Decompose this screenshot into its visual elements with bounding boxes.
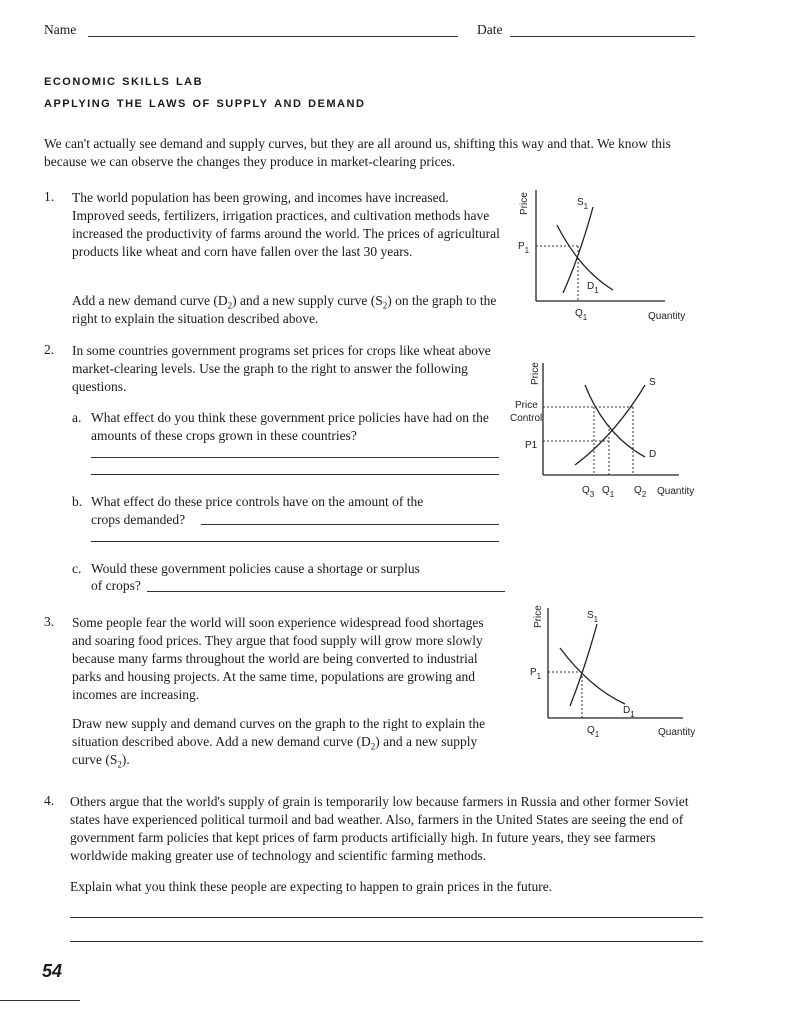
q2a-answer-line-2[interactable] — [91, 474, 499, 475]
graph3-p1-label: $P_1$ — [530, 667, 542, 681]
graph3-q1-label: $Q_1$ — [587, 725, 600, 739]
q3-number: 3. — [44, 614, 55, 629]
lab-subtitle: applying the laws of supply and demand — [44, 94, 366, 111]
q4-answer-line-2[interactable] — [70, 941, 703, 942]
q1-task: Add a new demand curve $(D_2)$ and a new supply curve $(S_2)$ on the graph to the right to explain the situation described above. — [72, 293, 497, 326]
date-field[interactable] — [510, 36, 695, 37]
q2c-text-2: of crops? — [91, 578, 141, 593]
q4-number: 4. — [44, 793, 55, 808]
q3-text: Some people fear the world will soon experience widespread food shortages and soaring food prices. They argue that food supply will grow more slowly because many farms throughout the world are being converted to industrial parks and housing projects. At the same time, populations are growing and incomes are increasing. — [72, 615, 484, 702]
q4-task: Explain what you think these people are expecting to happen to grain prices in the future. — [70, 879, 553, 894]
q2a-text: What effect do you think these government price policies have had on the amounts of these crops grown in these countries? — [91, 410, 489, 443]
q2b-text-1: What effect do these price controls have on the amount of the — [91, 494, 424, 509]
graph2-quantity-label: Quantity — [657, 486, 695, 497]
q2b-answer-line-1[interactable] — [201, 524, 499, 525]
lab-title: economic skills lab — [44, 72, 204, 89]
graph3-d1-label: $D_1$ — [623, 705, 635, 719]
q2b-answer-line-2[interactable] — [91, 541, 499, 542]
graph2-q1-label: $Q_1$ — [602, 485, 615, 499]
q4-text: Others argue that the world's supply of grain is temporarily low because farmers in Russia and other former Soviet states have experienced political turmoil and bad weather. Also, farmers in the United States are seeing the end of government farm policies that kept prices of farm products artificially high. In future years, they see farmers worldwide making greater use of technology and scientific farming methods. — [70, 794, 689, 863]
graph1-p1-label: $P_1$ — [518, 241, 530, 255]
q1-text: The world population has been growing, and incomes have increased. Improved seeds, fertilizers, irrigation practices, and cultivation methods have increased the productivity of farms around the world. The prices of agricultural products like wheat and corn have fallen over the last 30 years. — [72, 190, 500, 259]
q1-number: 1. — [44, 189, 55, 204]
q2b-text-2: crops demanded? — [91, 512, 186, 527]
q2b-label: b. — [72, 494, 83, 509]
graph2-d-label: D — [649, 449, 657, 460]
graph3-demand-curve — [560, 648, 625, 704]
name-label: Name — [44, 22, 77, 37]
graph1-d1-label: $D_1$ — [587, 281, 599, 295]
graph1-q1-label: $Q_1$ — [575, 308, 588, 322]
q2c-text-1: Would these government policies cause a shortage or surplus — [91, 561, 420, 576]
graph3-s1-label: $S_1$ — [587, 610, 599, 624]
graph2-q2-label: $Q_2$ — [634, 485, 647, 499]
q2-number: 2. — [44, 342, 55, 357]
graph2-price-control-label-1: Price — [515, 400, 538, 411]
q2c-answer-line[interactable] — [147, 591, 505, 592]
date-label: Date — [477, 22, 503, 37]
graph2-p1-label: P1 — [525, 440, 538, 451]
graph2-supply-curve — [575, 385, 645, 465]
graph-1[interactable] — [505, 185, 705, 330]
graph1-price-label: Price — [519, 192, 530, 215]
footer-rule — [0, 1000, 80, 1001]
q3-task: Draw new supply and demand curves on the graph to the right to explain the situation described above. Add a new demand curve $(D_2)$ and a new supply curve $(S_2)$. — [72, 716, 486, 770]
intro-paragraph: We can't actually see demand and supply curves, but they are all around us, shifting this way and that. We know this because we can observe the changes they produce in market-clearing prices. — [44, 136, 671, 169]
graph2-price-label: Price — [530, 362, 541, 385]
graph2-price-control-label-2: Control — [510, 413, 543, 424]
graph1-s1-label: $S_1$ — [577, 197, 589, 211]
q2c-label: c. — [72, 561, 82, 576]
q2-text: In some countries government programs set prices for crops like wheat above market-clearing levels. Use the graph to the right to answer the following questions. — [72, 343, 491, 394]
graph2-s-label: S — [649, 377, 656, 388]
graph-3[interactable] — [515, 600, 705, 750]
q2a-answer-line-1[interactable] — [91, 457, 499, 458]
name-field[interactable] — [88, 36, 458, 37]
graph-2[interactable] — [505, 355, 705, 515]
graph2-q3-label: $Q_3$ — [582, 485, 595, 499]
graph3-price-label: Price — [533, 605, 544, 628]
graph1-quantity-label: Quantity — [648, 311, 686, 322]
q2a-label: a. — [72, 410, 82, 425]
page-number: 54 — [42, 961, 63, 981]
graph3-quantity-label: Quantity — [658, 727, 696, 738]
q4-answer-line-1[interactable] — [70, 917, 703, 918]
